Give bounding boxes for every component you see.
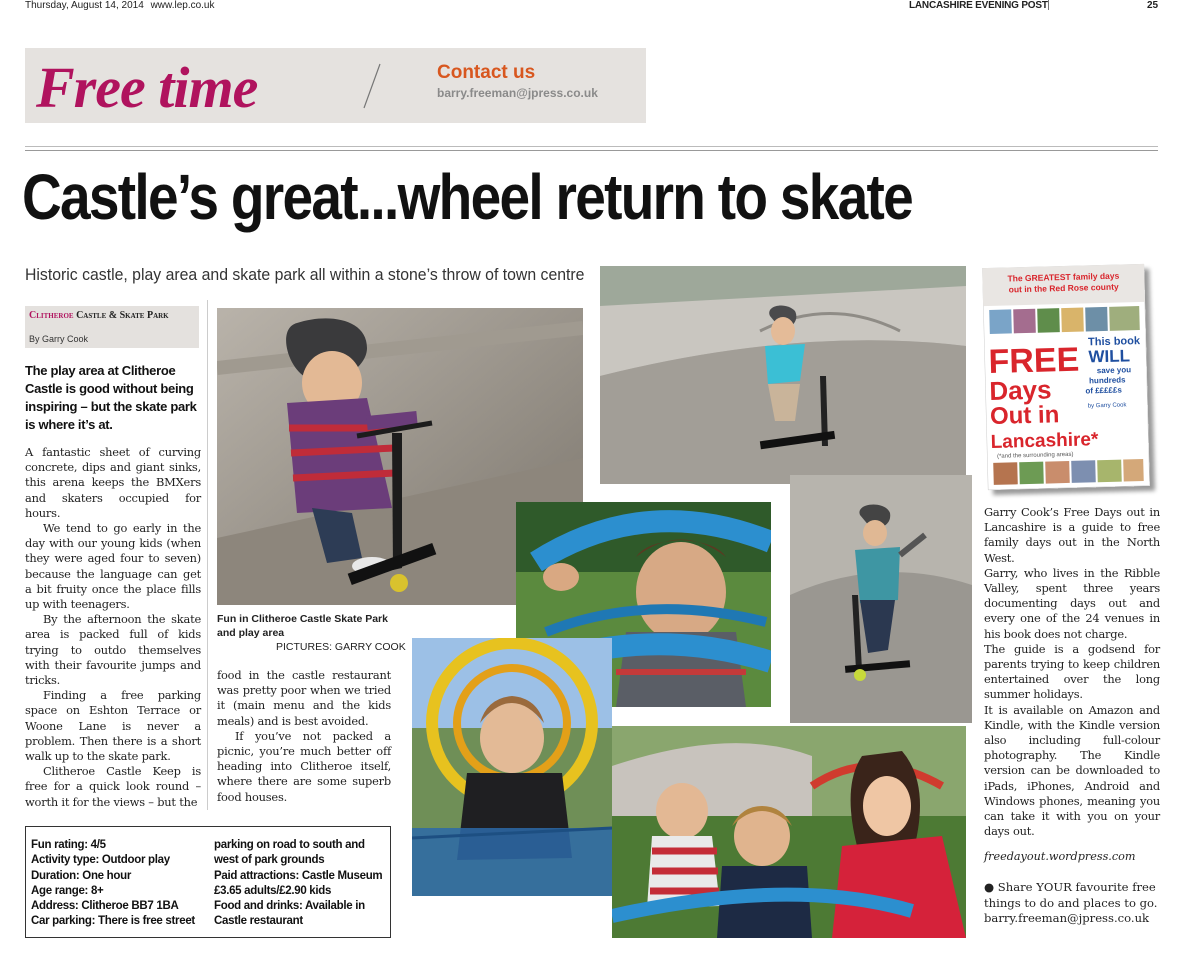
paragraph: If you’ve not packed a picnic, you’re much better off heading into Clitheroe itself, where there are some superb food houses. [217,728,391,804]
paragraph: We tend to go early in the day with our young kids (when they were aged four to seven) because the language can get a bit fruity once the place fills up with teenagers. [25,521,201,612]
fact-box-column-right [214,838,382,930]
sidebar-text [984,505,1160,839]
book-tagline-1: The GREATEST family days [1007,270,1120,284]
book-title-line2: Days [988,374,1052,407]
body-column-1 [25,445,201,810]
column-divider [207,300,208,810]
fact-box-column-left [31,838,195,930]
book-promo-4: hundreds [1088,375,1126,386]
top-rule [25,146,1158,147]
book-tagline-2: out in the Red Rose county [1008,281,1119,295]
website-text: www.lep.co.uk [150,0,215,11]
paragraph: It is available on Amazon and Kindle, with the Kindle version also including full-colour photography. The Kindle version can be downloaded to iPads, iPhones, Android and Windows phones, meaning you can take it with you on your days out. [984,702,1160,839]
fact-line: Age range: 8+ [31,884,104,897]
book-footnote: (*and the surrounding areas) [996,451,1074,460]
share-callout: ● Share YOUR favourite free things to do and places to go. barry.freeman@jpress.co.uk [984,880,1158,925]
intro-paragraph: The play area at Clitheroe Castle is good without being inspiring – but the skate park is where it’s at. [25,363,197,432]
paragraph: Garry Cook’s Free Days out in Lancashire is a guide to free family days out in the North West. [984,505,1160,565]
book-cover [982,264,1150,490]
fact-line: £3.65 adults/£2.90 kids [214,884,332,897]
publication-name: LANCASHIRE EVENING POST [909,0,1048,11]
headline: Castle’s great...wheel return to skate [22,161,913,233]
book-title-line4: Lancashire* [990,429,1099,453]
book-promo-3: save you [1096,365,1132,376]
fact-line: Castle restaurant [214,915,303,928]
fact-line: Fun rating: 4/5 [31,839,106,851]
contact-label: Contact us [437,62,536,83]
masthead-date [25,0,215,11]
body-column-2 [217,668,391,805]
paragraph: A fantastic sheet of curving concrete, dips and giant sinks, this arena keeps the BMXers and skaters occupied for hours. [25,445,201,520]
book-cover-art [982,264,1150,490]
fact-line: Car parking: There is free street [31,915,195,928]
paragraph: Clitheroe Castle Keep is free for a quick look round – worth it for the views – but the [25,764,201,809]
tag-place-rest: Castle & Skate Park [73,310,169,321]
standfirst: Historic castle, play area and skate park all within a stone’s throw of town centre [25,265,585,284]
fact-line: Duration: One hour [31,869,132,882]
sidebar-website[interactable]: freedayout.wordpress.com [984,850,1136,863]
book-promo-5: of £££££s [1085,385,1122,396]
book-title-line3: Out in [989,401,1060,430]
fact-line: Activity type: Outdoor play [31,854,170,867]
photo-boy-climbing-frame [412,638,612,896]
paragraph: The guide is a godsend for parents trying to keep children entertained over the long summer holidays. [984,641,1160,702]
top-rule-2 [25,150,1158,151]
paragraph: By the afternoon the skate area is packed full of kids trying to outdo themselves with their favourite jumps and tricks. [25,612,201,688]
photo-caption: Fun in Clitheroe Castle Skate Park and play area [217,613,388,639]
byline: By Garry Cook [29,334,89,344]
book-sidebar [984,505,1160,839]
section-title: Free time [36,55,258,120]
book-promo-1: This book [1087,335,1141,349]
banner-slash [360,62,384,110]
page-number: 25 [1147,0,1159,11]
location-tag-title [29,310,197,322]
photo-credit: PICTURES: GARRY COOK [276,641,406,653]
paragraph: Garry, who lives in the Ribble Valley, spent three years documenting days out and every one of the 24 venues in his book does not charge. [984,565,1160,641]
paragraph: food in the castle restaurant was pretty poor when we tried it (main menu and the kids meals) and is best avoided. [217,668,391,728]
masthead-divider [1048,0,1049,10]
book-promo-2: WILL [1088,346,1131,367]
photo-family-roundabout [612,726,966,938]
book-title-line1: FREE [988,340,1080,382]
fact-line: parking on road to south and [214,839,365,851]
date-text: Thursday, August 14, 2014 [25,0,144,11]
tag-place-highlight: Clitheroe [29,310,74,321]
fact-line: Paid attractions: Castle Museum [214,869,383,882]
fact-line: west of park grounds [214,854,325,867]
photo-skate-park-bowl [600,266,966,484]
fact-line: Food and drinks: Available in [214,900,365,913]
paragraph: Finding a free parking space on Eshton Terrace or Woone Lane is never a problem. Then there is a short walk up to the skate park. [25,688,201,764]
contact-email[interactable]: barry.freeman@jpress.co.uk [437,86,598,100]
fact-line: Address: Clitheroe BB7 1BA [31,900,179,913]
book-author: by Garry Cook [1087,402,1127,410]
photo-boy-scooter-jump [790,475,972,723]
